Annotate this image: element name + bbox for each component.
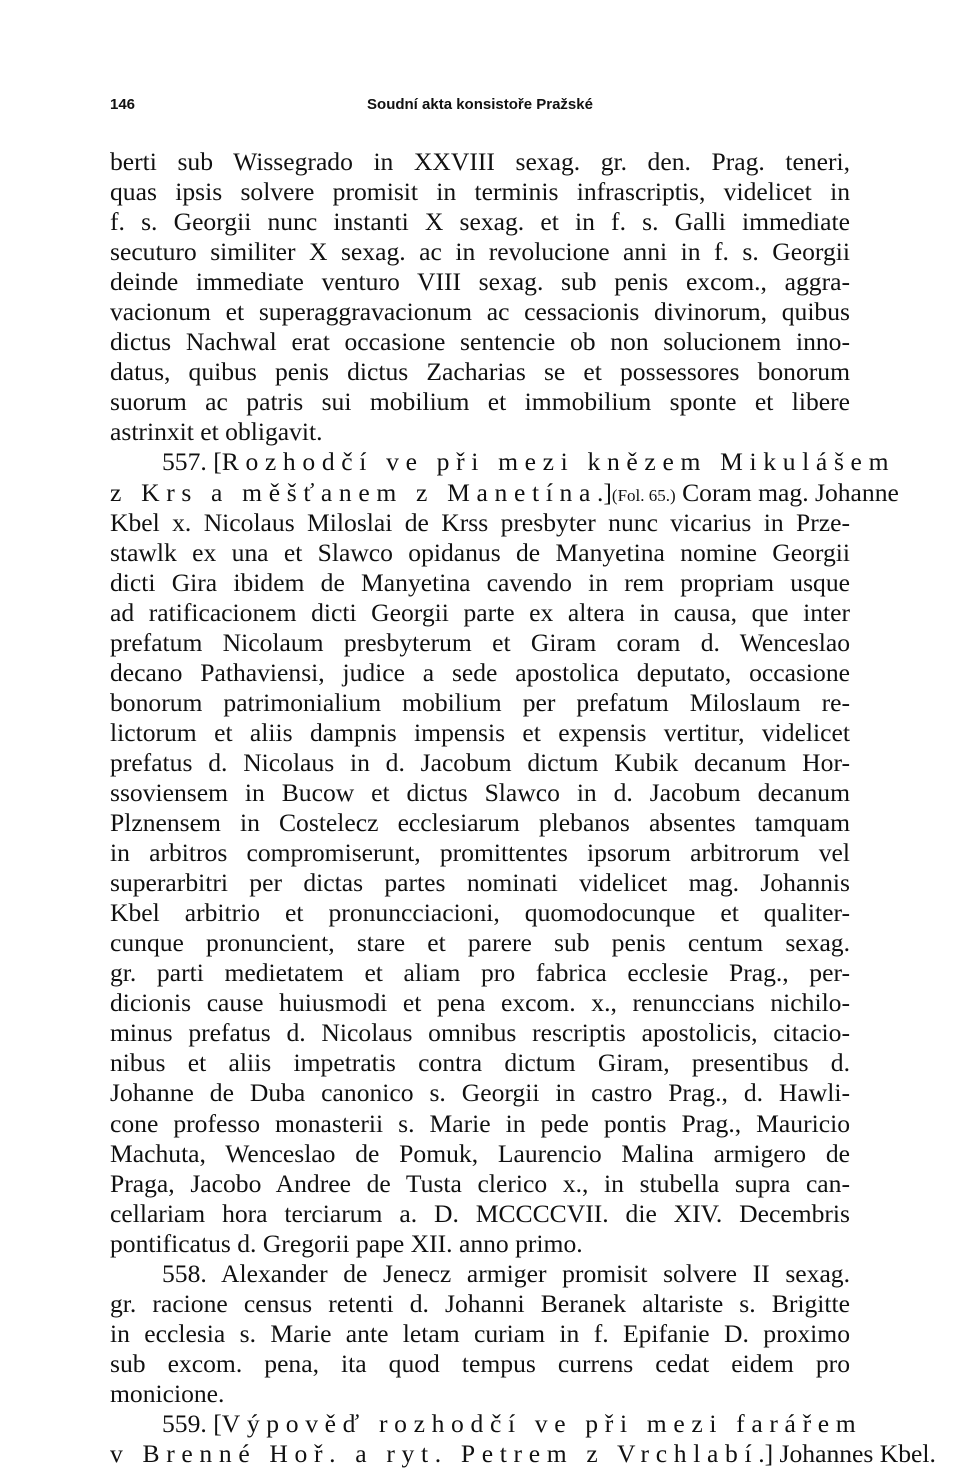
text-line: cellariam hora terciarum a. D. MCCCCVII. die XIV. Decembris — [110, 1198, 850, 1228]
text-line: in ecclesia s. Marie ante letam curiam in f. Epifanie D. proximo — [110, 1318, 850, 1348]
text-line: Praga, Jacobo Andree de Tusta clerico x., in stubella supra can- — [110, 1168, 850, 1198]
page-header — [110, 96, 850, 120]
text-line — [110, 1439, 936, 1469]
text-line — [110, 1408, 863, 1439]
page-number: 146 — [110, 96, 136, 113]
text-line: Kbel arbitrio et pronuncciacioni, quomodocunque et qualiter- — [110, 898, 850, 928]
text-run: 557. [ — [162, 447, 222, 477]
text-line: suorum ac patris sui mobilium et immobilium sponte et libere — [110, 387, 850, 417]
text-line: ad ratificacionem dicti Georgii parte ex altera in causa, que inter — [110, 597, 850, 627]
text-line: bonorum patrimonialium mobilium per prefatum Miloslaum re- — [110, 687, 850, 717]
text-line: ssoviensem in Bucow et dictus Slawco in d. Jacobum decanum — [110, 777, 850, 807]
spaced-heading: Výpověď rozhodčí ve při mezi farářem — [221, 1408, 863, 1438]
text-line: dicionis cause huiusmodi et pena excom. x., renunccians nichilo- — [110, 988, 850, 1018]
text-line: sub excom. pena, ita quod tempus currens cedat eidem pro — [110, 1348, 850, 1378]
spaced-heading: z Krs a měšťanem z Manetína — [110, 477, 597, 507]
text-line: Machuta, Wenceslao de Pomuk, Laurencio Malina armigero de — [110, 1138, 850, 1168]
body-text — [110, 147, 936, 1469]
text-line: Plznensem in Costelecz ecclesiarum plebanos absentes tamquam — [110, 808, 850, 838]
text-line: dictus Nachwal erat occasione sentencie ob non solucionem inno- — [110, 327, 850, 357]
text-line: gr. parti medietatem et aliam pro fabrica ecclesie Prag., per- — [110, 958, 850, 988]
text-line: Kbel x. Nicolaus Miloslai de Krss presbyter nunc vicarius in Prze- — [110, 507, 850, 537]
text-run: 559. [ — [162, 1408, 222, 1438]
text-line: deinde immediate venturo VIII sexag. sub penis excom., aggra- — [110, 267, 850, 297]
text-line: gr. racione census retenti d. Johanni Beranek altariste s. Brigitte — [110, 1288, 850, 1318]
text-line: lictorum et aliis dampnis impensis et expensis vertitur, videlicet — [110, 717, 850, 747]
text-line: monicione. — [110, 1378, 225, 1408]
text-line: vacionum et superaggravacionum ac cessacionis divinorum, quibus — [110, 297, 850, 327]
text-run: .] Johannes Kbel. — [758, 1439, 936, 1469]
text-line: cunque pronuncient, stare et parere sub penis centum sexag. — [110, 928, 850, 958]
text-line — [110, 477, 899, 508]
text-line: f. s. Georgii nunc instanti X sexag. et in f. s. Galli immediate — [110, 207, 850, 237]
text-line: quas ipsis solvere promisit in terminis infrascriptis, videlicet in — [110, 177, 850, 207]
text-line: prefatus d. Nicolaus in d. Jacobum dictum Kubik decanum Hor- — [110, 747, 850, 777]
text-line: minus prefatus d. Nicolaus omnibus rescriptis apostolicis, citacio- — [110, 1018, 850, 1048]
running-title: Soudní akta konsistoře Pražské — [367, 96, 593, 113]
spaced-heading: v Brenné Hoř. a ryt. Petrem z Vrchlabí — [110, 1439, 759, 1469]
text-line: superarbitri per dictas partes nominati videlicet mag. Johannis — [110, 868, 850, 898]
text-line: stawlk ex una et Slawco opidanus de Manyetina nomine Georgii — [110, 537, 850, 567]
text-run: .] — [597, 477, 612, 507]
text-line: astrinxit et obligavit. — [110, 417, 323, 447]
text-run: Coram mag. Johanne — [675, 477, 899, 507]
text-line: prefatum Nicolaum presbyterum et Giram coram d. Wenceslao — [110, 627, 850, 657]
text-line: nibus et aliis impetratis contra dictum Giram, presentibus d. — [110, 1048, 850, 1078]
text-line: secuturo similiter X sexag. ac in revolucione anni in f. s. Georgii — [110, 237, 850, 267]
text-line: in arbitros compromiserunt, promittentes ipsorum arbitrorum vel — [110, 838, 850, 868]
text-line: decano Pathaviensi, judice a sede apostolica deputato, occasione — [110, 657, 850, 687]
text-line: berti sub Wissegrado in XXVIII sexag. gr. den. Prag. teneri, — [110, 147, 850, 176]
folio-ref: (Fol. 65.) — [611, 485, 676, 505]
text-line: 558. Alexander de Jenecz armiger promisit solvere II sexag. — [162, 1258, 850, 1288]
text-line: cone professo monasterii s. Marie in pede pontis Prag., Mauricio — [110, 1108, 850, 1138]
text-line — [110, 447, 896, 477]
text-line: datus, quibus penis dictus Zacharias se et possessores bonorum — [110, 357, 850, 387]
text-line: Johanne de Duba canonico s. Georgii in castro Prag., d. Hawli- — [110, 1078, 850, 1108]
text-line: dicti Gira ibidem de Manyetina cavendo in rem propriam usque — [110, 567, 850, 597]
spaced-heading: Rozhodčí ve při mezi knězem Mikulášem — [221, 447, 896, 477]
text-line: pontificatus d. Gregorii pape XII. anno primo. — [110, 1228, 583, 1258]
